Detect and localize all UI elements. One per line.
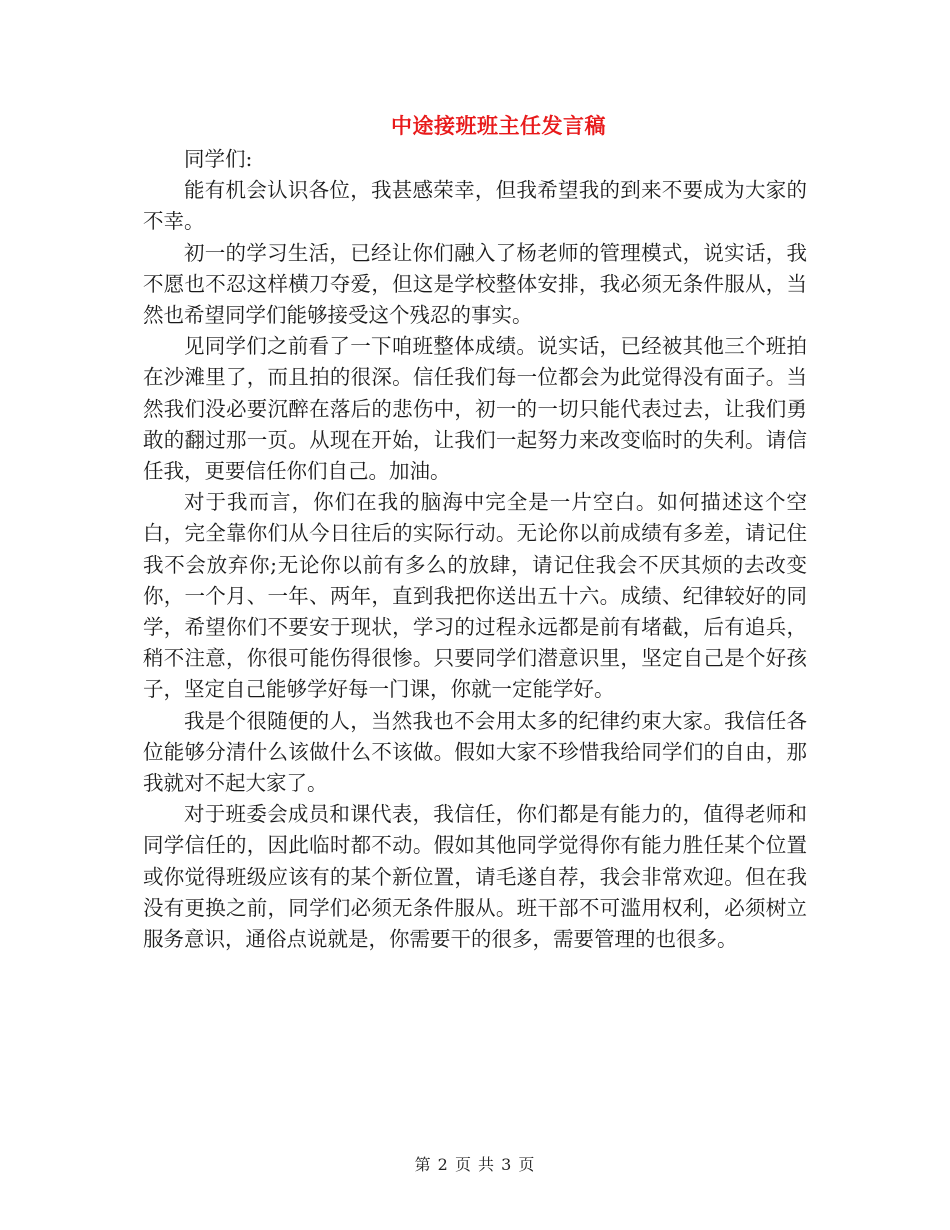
paragraph: 对于我而言，你们在我的脑海中完全是一片空白。如何描述这个空白，完全靠你们从今日往后的实际行动。无论你以前成绩有多差，请记住我不会放弃你;无论你以前有多么的放肆，请记住我会不厌其烦的去改变你，一个月、一年、两年，直到我把你送出五十六。成绩、纪律较好的同学，希望你们不要安于现状，学习的过程永远都是前有堵截，后有追兵，稍不注意，你很可能伤得很惨。只要同学们潜意识里，坚定自己是个好孩子，坚定自己能够学好每一门课，你就一定能学好。 bbox=[143, 490, 807, 702]
page-number-footer: 第 2 页 共 3 页 bbox=[414, 1155, 536, 1174]
paragraph-greeting: 同学们: bbox=[184, 147, 253, 171]
paragraph: 对于班委会成员和课代表，我信任，你们都是有能力的，值得老师和同学信任的，因此临时都不动。假如其他同学觉得你有能力胜任某个位置或你觉得班级应该有的某个新位置，请毛遂自荐，我会非常欢迎。但在我没有更换之前，同学们必须无条件服从。班干部不可滥用权利，必须树立服务意识，通俗点说就是，你需要干的很多，需要管理的也很多。 bbox=[143, 802, 807, 952]
paragraph: 我是个很随便的人，当然我也不会用太多的纪律约束大家。我信任各位能够分清什么该做什么不该做。假如大家不珍惜我给同学们的自由，那我就对不起大家了。 bbox=[143, 708, 807, 796]
paragraph: 能有机会认识各位，我甚感荣幸，但我希望我的到来不要成为大家的不幸。 bbox=[143, 178, 807, 234]
paragraph: 见同学们之前看了一下咱班整体成绩。说实话，已经被其他三个班拍在沙滩里了，而且拍的很深。信任我们每一位都会为此觉得没有面子。当然我们没必要沉醉在落后的悲伤中，初一的一切只能代表过去，让我们勇敢的翻过那一页。从现在开始，让我们一起努力来改变临时的失利。请信任我，更要信任你们自己。加油。 bbox=[143, 334, 807, 484]
document-title: 中途接班班主任发言稿 bbox=[391, 114, 606, 138]
paragraph: 初一的学习生活，已经让你们融入了杨老师的管理模式，说实话，我不愿也不忍这样横刀夺爱，但这是学校整体安排，我必须无条件服从，当然也希望同学们能够接受这个残忍的事实。 bbox=[143, 240, 807, 328]
document-body bbox=[143, 144, 807, 955]
